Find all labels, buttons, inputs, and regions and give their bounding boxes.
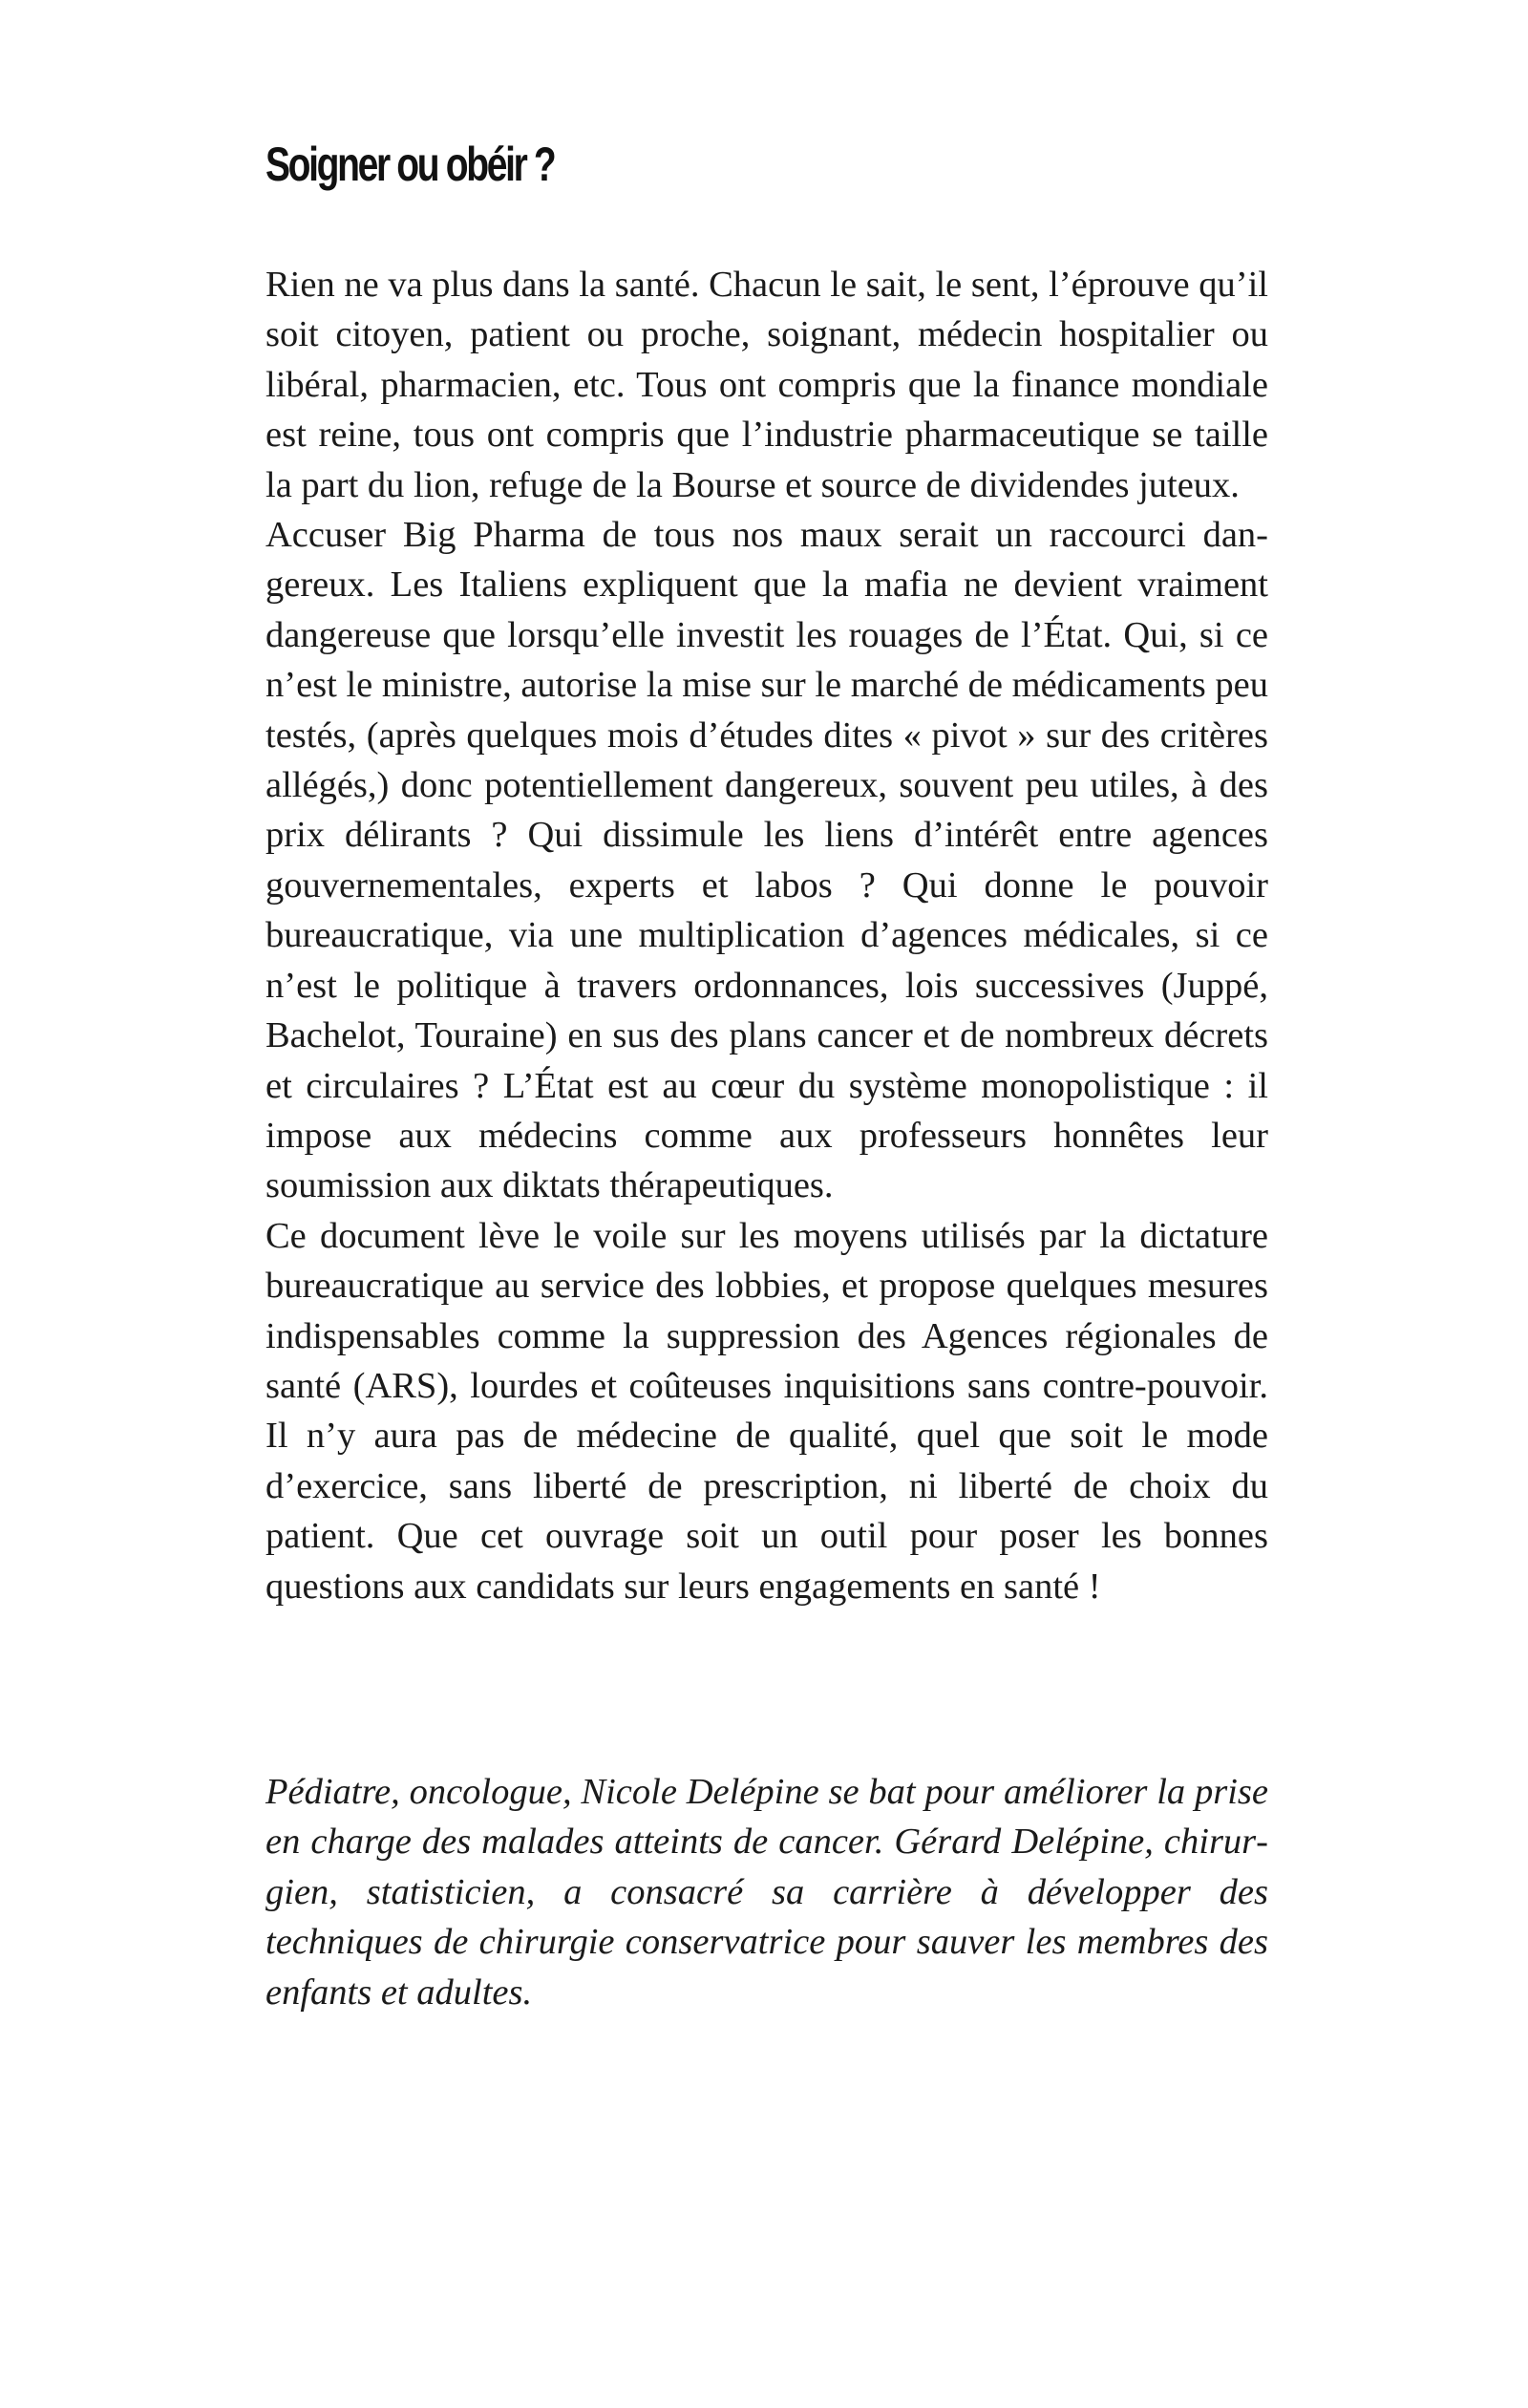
summary-text [265, 260, 1268, 1611]
authors-bio: Pédiatre, oncologue, Nicole Delépine se bat pour améliorer la prise en charge des malades atteints de cancer. Gérard Delépine, chirurgien, statisticien, a consacré sa carrière à développer des techniques de chirurgie conservatrice pour sauver les membres des enfants et adultes. [265, 1772, 1268, 2013]
summary-paragraph-2: Accuser Big Pharma de tous nos maux serait un raccourci dangereux. Les Italiens expliquent que la mafia ne devient vraiment dangereuse que lorsqu’elle investit les rouages de l’État. Qui, si ce n’est le ministre, autorise la mise sur le marché de médicaments peu testés, (après quelques mois d’études dites « pivot » sur des critères allégés,) donc potentiellement dangereux, souvent peu utiles, à des prix délirants ? Qui dissimule les liens d’intérêt entre agences gouvernementales, experts et labos ? Qui donne le pouvoir bureaucratique, via une multiplication d’agences médicales, si ce n’est le politique à travers ordonnances, lois successives (Juppé, Bachelot, Touraine) en sus des plans cancer et de nombreux décrets et circulaires ? L’État est au cœur du système monopolistique : il impose aux médecins comme aux professeurs honnêtes leur soumission aux diktats thérapeutiques. [265, 515, 1268, 1206]
summary-paragraph-3: Ce document lève le voile sur les moyens utilisés par la dictature bureaucratique au service des lobbies, et propose quelques mesures indispensables comme la suppression des Agences régionales de santé (ARS), lourdes et coûteuses inquisitions sans contre-pouvoir. Il n’y aura pas de médecine de qualité, quel que soit le mode d’exercice, sans liberté de prescription, ni liberté de choix du patient. Que cet ouvrage soit un outil pour poser les bonnes questions aux candidats sur leurs engagements en santé ! [265, 1215, 1268, 1607]
summary-paragraph-1: Rien ne va plus dans la santé. Chacun le sait, le sent, l’éprouve qu’il soit citoyen, patient ou proche, soignant, médecin hospitalier ou libéral, pharmacien, etc. Tous ont compris que la finance mondiale est reine, tous ont compris que l’industrie pharmaceutique se taille la part du lion, refuge de la Bourse et source de dividendes juteux. [265, 265, 1268, 505]
page-title: Soigner ou obéir ? [265, 138, 555, 191]
